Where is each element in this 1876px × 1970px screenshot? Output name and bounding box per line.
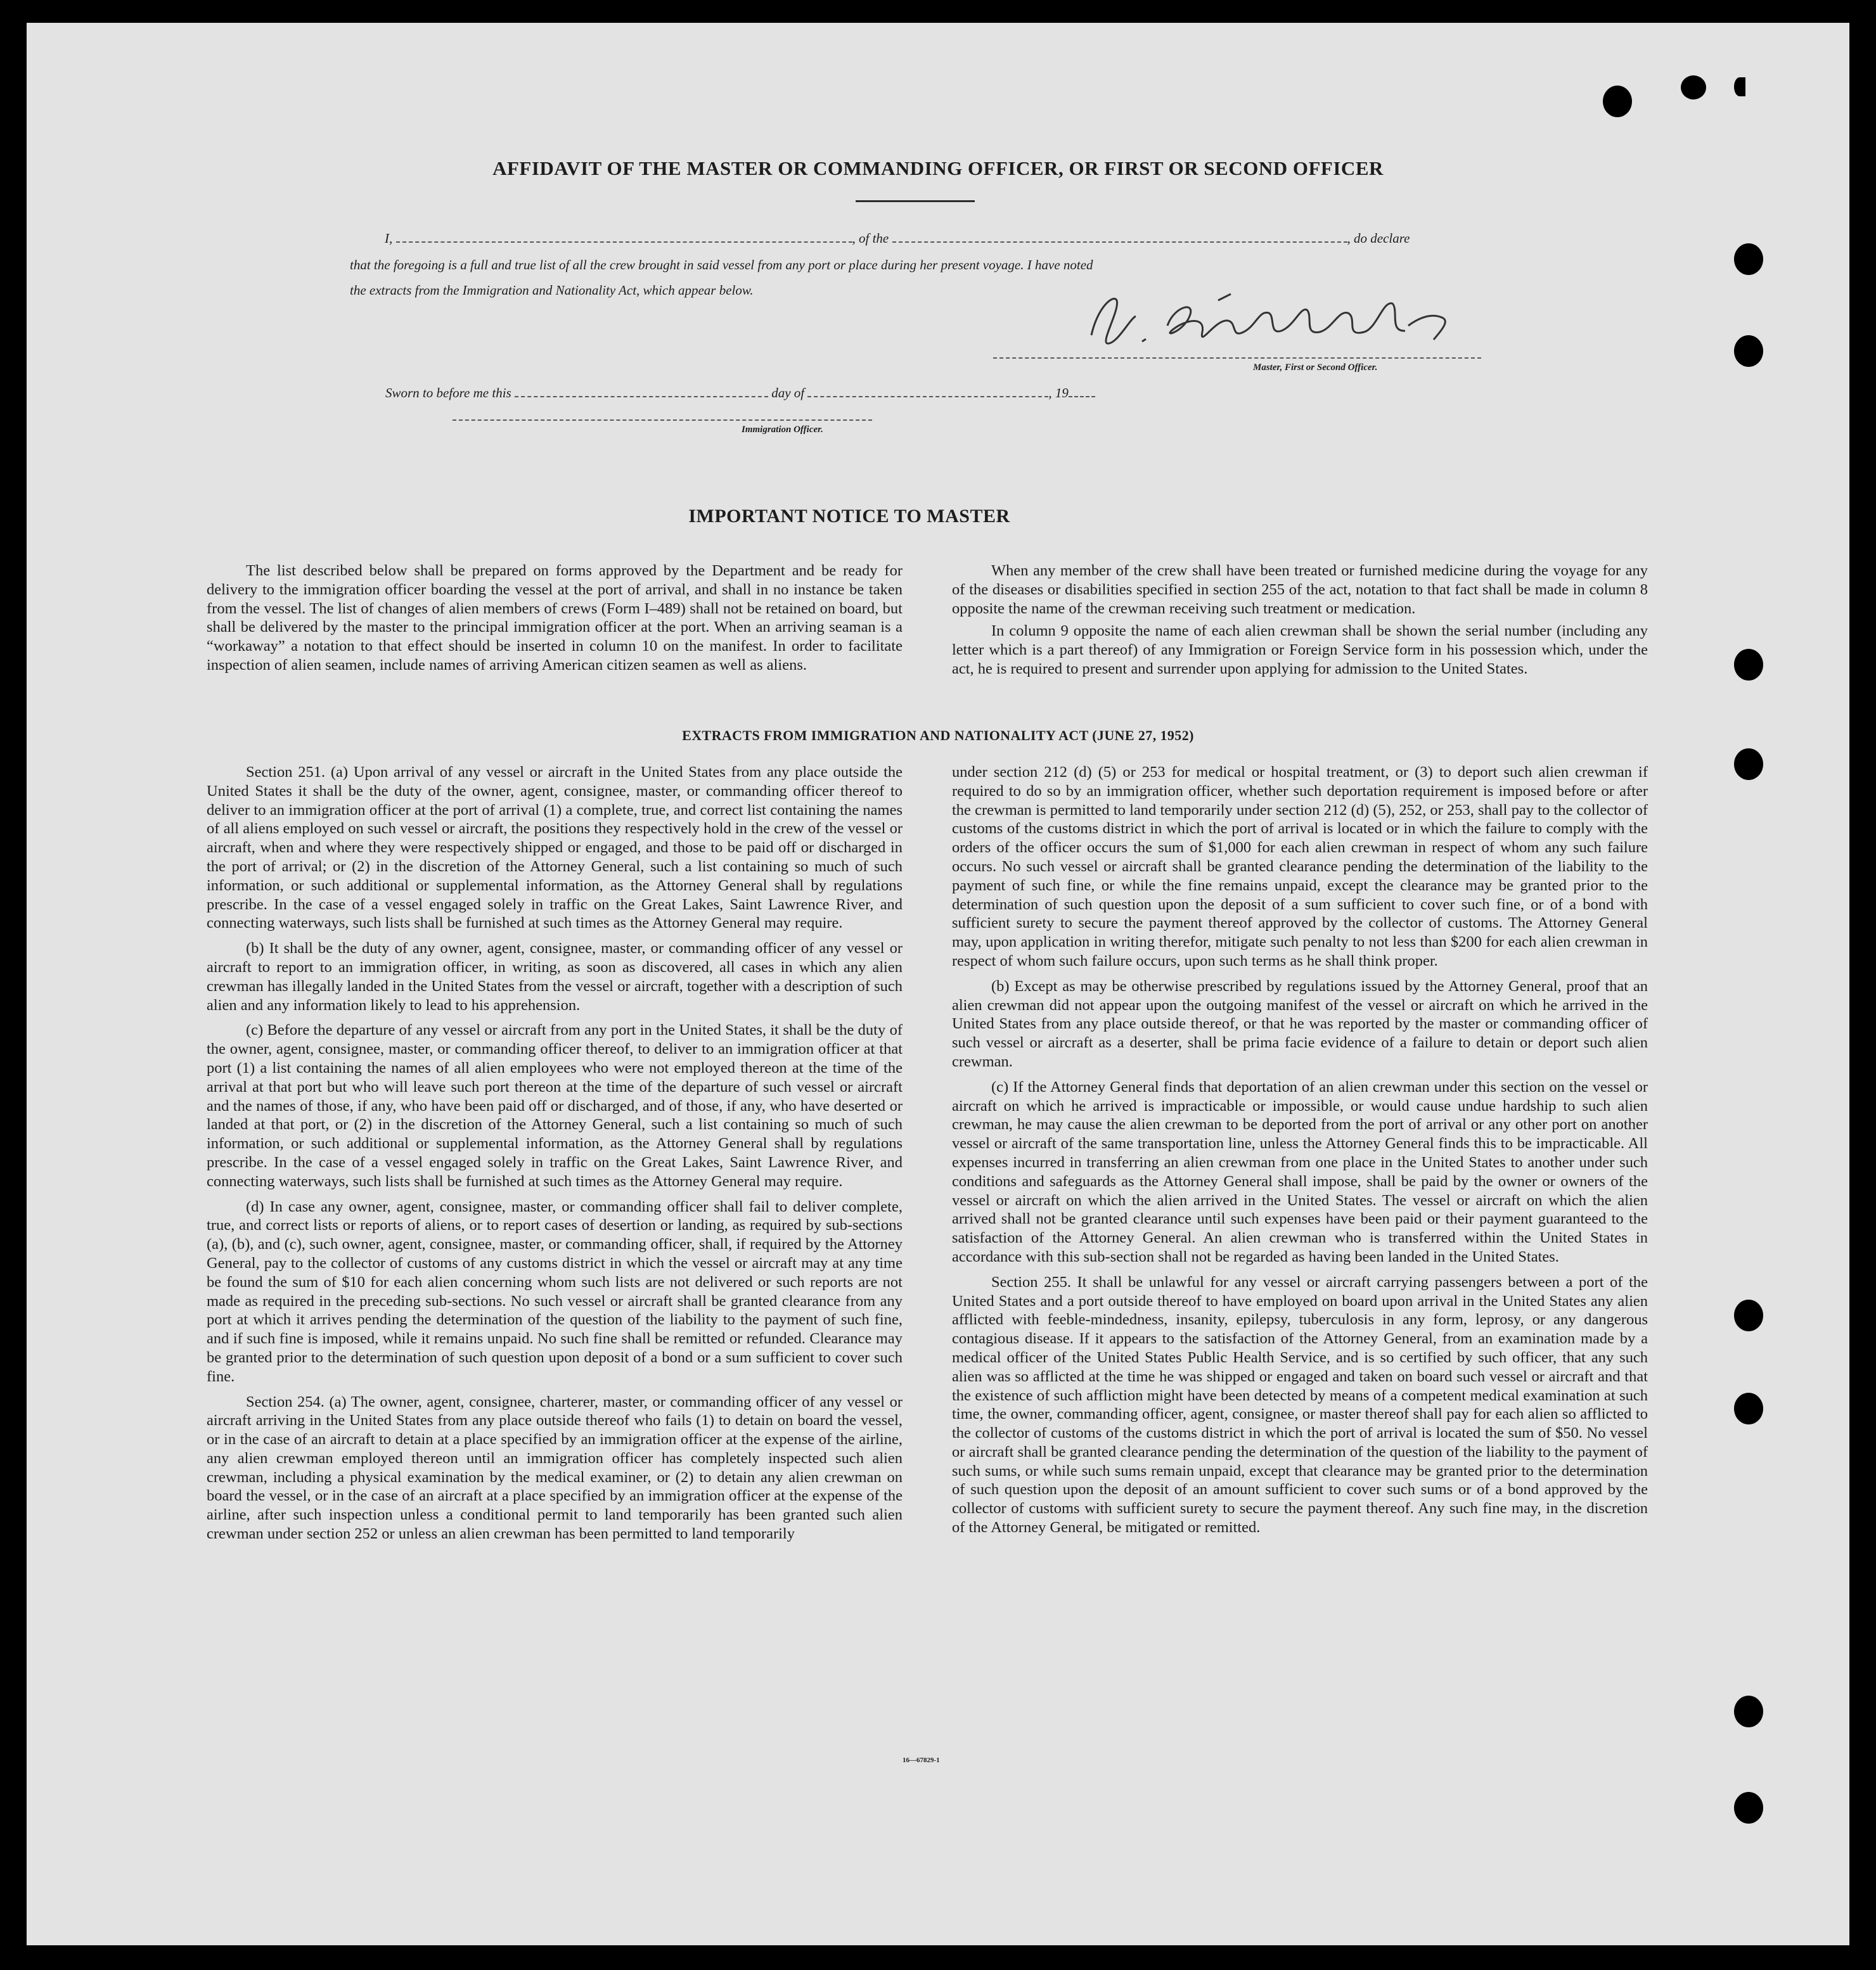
year-label: , 19 [1048, 385, 1069, 400]
section-251-d: (d) In case any owner, agent, consignee, master, or commanding officer shall fail to deliver complete, true, and correct lists or reports of aliens, or to report cases of desertion or landing, as required by sub-sections (a), (b), and (c), such owner, agent, consignee, master, or commanding officer, shall, if required by the Attorney General, pay to the collector of customs of any customs district in which the vessel or aircraft may at any time be found the sum of $10 for each alien concerning whom such lists are not delivered or such reports are not made as required in the preceding sub-sections. No such vessel or aircraft shall be granted clearance from any port at which it arrives pending the determination of the question of the liability to the payment of such fine, and if such fine is imposed, while it remains unpaid. No such fine shall be remitted or refunded. Clearance may be granted prior to the determination of such question upon deposit of a bond or a sum sufficient to cover such fine. [207, 1198, 903, 1385]
notice-title: IMPORTANT NOTICE TO MASTER [688, 506, 1010, 527]
section-251-a: Section 251. (a) Upon arrival of any vessel or aircraft in the United States from any place outside the United States it shall be the duty of the owner, agent, consignee, master, or commanding officer thereof to deliver to an immigration officer at the port of arrival (1) a complete, true, and correct list containing the names of all aliens employed on such vessel or aircraft, the positions they respectively hold in the crew of the vessel or aircraft, when and where they were respectively shipped or engaged, and those to be paid off or discharged in the port of arrival; or (2) in the discretion of the Attorney General, such a list containing so much of such information, or such additional or supplemental information, as the Attorney General shall by regulations prescribe. In the case of a vessel engaged solely in traffic on the Great Lakes, Saint Lawrence River, and connecting waterways, such lists shall be furnished at such times as the Attorney General may require. [207, 764, 903, 932]
vessel-field[interactable] [892, 239, 1347, 243]
extracts-title: EXTRACTS FROM IMMIGRATION AND NATIONALITY ACT (JUNE 27, 1952) [682, 727, 1194, 743]
sworn-month-field[interactable] [807, 393, 1048, 397]
section-254-b: (b) Except as may be otherwise prescribed by regulations issued by the Attorney General, proof that an alien crewman did not appear upon the outgoing manifest of the vessel or aircraft on which he arrived in the United States from any place outside thereof, or that he was reported by the master or commanding officer of such vessel or aircraft as a deserter, shall be prima facie evidence of a failure to detain or deport such alien crewman. [952, 977, 1648, 1070]
punch-hole [1734, 1393, 1763, 1424]
section-254-a-continued: under section 212 (d) (5) or 253 for medical or hospital treatment, or (3) to deport such alien crewman if required to do so by an immigration officer, whether such deportation requirement is imposed before or after the crewman is permitted to land temporarily under section 212 (d) (5), 252, or 253, shall pay to the collector of customs of the customs district in which the port of arrival is located or in which the failure to comply with the orders of the officer occurs the sum of $1,000 for each alien crewman in respect of whom any such failure occurs. No such vessel or aircraft shall be granted clearance pending the determination of the liability to the payment of such fine, or while the fine remains unpaid, except the clearance may be granted prior to the determination of such question upon the deposit of a sum sufficient to cover such fine, or of a bond with sufficient surety to secure the payment thereof approved by the collector of customs. The Attorney General may, upon application in writing therefor, mitigate such penalty to not less than $200 for each alien crewman in respect of whom such failure occurs, upon such terms as he shall think proper. [952, 764, 1648, 969]
i-label: I, [385, 231, 393, 246]
master-caption: Master, First or Second Officer. [1253, 362, 1378, 373]
punch-hole [1734, 1696, 1763, 1727]
do-declare-label: , do declare [1347, 231, 1410, 246]
extracts-right-column [952, 763, 1648, 1544]
master-signature [1079, 281, 1465, 364]
of-the-label: , of the [852, 231, 889, 246]
punch-hole [1734, 243, 1763, 275]
punch-hole [1734, 77, 1745, 96]
punch-hole [1734, 1792, 1763, 1824]
punch-hole [1681, 75, 1706, 99]
punch-hole [1734, 1300, 1763, 1331]
sworn-label: Sworn to before me this [385, 385, 511, 400]
section-255: Section 255. It shall be unlawful for any vessel or aircraft carrying passengers between a port of the United States and a port outside thereof to have employed on board upon arrival in the United States any alien afflicted with feeble-mindedness, insanity, epilepsy, tuberculosis in any form, leprosy, or any dangerous contagious disease. If it appears to the satisfaction of the Attorney General, from an examination made by a medical officer of the United States Public Health Service, and is so certified by such officer, that any such alien was so afflicted at the time he was shipped or engaged and taken on board such vessel or aircraft and that the existence of such affliction might have been detected by means of a competent medical examination at such time, the owner, commanding officer, agent, consignee, or master thereof shall pay for each alien so afflicted to the collector of customs of the customs district in which the port of arrival is located the sum of $50. No vessel or aircraft shall be granted clearance pending the determination of the question of the liability to the payment of such sums, or while such sums remain unpaid, except that clearance may be granted prior to the determination of such question upon the deposit of an amount sufficient to cover such sums or of a bond approved by the collector of customs with sufficient surety to secure the payment thereof. Any such fine may, in the discretion of the Attorney General, be mitigated or remitted. [952, 1273, 1648, 1537]
notice-right-paragraph-1: When any member of the crew shall have been treated or furnished medicine during the voyage for any of the diseases or disabilities specified in section 255 of the act, notation to that fact shall be made in column 8 opposite the name of the crewman receiving such treatment or medication. [952, 562, 1648, 617]
declaration-line-1 [385, 231, 1410, 246]
section-251-c: (c) Before the departure of any vessel or aircraft from any port in the United States, it shall be the duty of the owner, agent, consignee, master, or commanding officer thereof, to deliver to an immigration officer at that port (1) a list containing the names of all alien employees who were not employed thereon at the time of the arrival at that port but who will leave such port thereon at the time of the departure of such vessel or aircraft and the names of those, if any, who have been paid off or discharged, and of those, if any, who have deserted or landed at that port, or (2) in the discretion of the Attorney General, such a list containing so much of such information, or such additional or supplemental information, as the Attorney General shall by regulations prescribe. In the case of a vessel engaged solely in traffic on the Great Lakes, Saint Lawrence River, and connecting waterways, such lists shall be furnished at such times as the Attorney General may require. [207, 1021, 903, 1190]
section-254-a: Section 254. (a) The owner, agent, consignee, charterer, master, or commanding officer of any vessel or aircraft arriving in the United States from any place outside thereof who fails (1) to detain on board the vessel, or in the case of an aircraft to detain at a place specified by an immigration officer at the expense of the airline, any alien crewman employed thereon until an immigration officer has completely inspected such alien crewman, including a physical examination by the medical examiner, or (2) to detain any alien crewman on board the vessel, or in the case of an aircraft at a place specified by an immigration officer at the expense of the airline, after such inspection unless a conditional permit to land temporarily has been granted such alien crewman under section 252 or unless an alien crewman has been permitted to land temporarily [207, 1393, 903, 1543]
extracts-left-column [207, 763, 903, 1550]
form-code: 16—67829-1 [903, 1756, 940, 1764]
master-signature-line [993, 357, 1481, 359]
name-field[interactable] [396, 239, 852, 243]
section-251-b: (b) It shall be the duty of any owner, agent, consignee, master, or commanding officer of any vessel or aircraft to report to an immigration officer, in writing, as soon as discovered, all cases in which any alien crewman has illegally landed in the United States from the vessel or aircraft, together with a description of such alien and any information likely to lead to his apprehension. [207, 940, 903, 1014]
punch-hole [1603, 86, 1632, 117]
sworn-line [385, 385, 1095, 401]
punch-hole [1734, 649, 1763, 681]
affidavit-page [27, 23, 1849, 1945]
notice-right-column [952, 561, 1648, 685]
title-underline [856, 200, 975, 202]
sworn-day-field[interactable] [515, 393, 768, 397]
section-254-c: (c) If the Attorney General finds that deportation of an alien crewman under this section on the vessel or aircraft on which he arrived is impracticable or impossible, or would cause undue hardship to such alien crewman, he may cause the alien crewman to be deported from the port of arrival or any other port on another vessel or aircraft of the same transportation line, unless the Attorney General finds this to be impracticable. All expenses incurred in transferring an alien crewman from one place in the United States to another under such conditions and safeguards as the Attorney General shall impose, shall be paid by the owner or owners of the vessel or aircraft on which the alien arrived in the United States. The vessel or aircraft on which the alien arrived shall not be granted clearance until such expenses have been paid or their payment guaranteed to the satisfaction of the Attorney General. An alien crewman who is transferred within the United States in accordance with this sub-section shall not be regarded as having been landed in the United States. [952, 1078, 1648, 1265]
officer-caption: Immigration Officer. [742, 425, 823, 435]
day-of-label: day of [771, 385, 805, 400]
sworn-year-field[interactable] [1069, 393, 1095, 397]
declaration-line-3: the extracts from the Immigration and Nationality Act, which appear below. [350, 283, 754, 298]
punch-hole [1734, 748, 1763, 780]
declaration-line-2: that the foregoing is a full and true list of all the crew brought in said vessel from any port or place during her present voyage. I have noted [350, 257, 1093, 272]
affidavit-title: AFFIDAVIT OF THE MASTER OR COMMANDING OFFICER, OR FIRST OR SECOND OFFICER [492, 157, 1384, 179]
notice-right-paragraph-2: In column 9 opposite the name of each alien crewman shall be shown the serial number (including any letter which is a part thereof) of any Immigration or Foreign Service form in his possession which, under the act, he is required to present and surrender upon applying for admission to the United States. [952, 622, 1648, 677]
officer-signature-line [453, 419, 872, 421]
notice-left-column [207, 561, 903, 681]
notice-left-paragraph: The list described below shall be prepared on forms approved by the Department and be ready for delivery to the immigration officer boarding the vessel at the port of arrival, and shall in no instance be taken from the vessel. The list of changes of alien members of crews (Form I–489) shall not be retained on board, but shall be delivered by the master to the principal immigration officer at the port. When an arriving seaman is a “workaway” a notation to that effect should be inserted in column 10 on the manifest. In order to facilitate inspection of alien seamen, include names of arriving American citizen seamen as well as aliens. [207, 562, 903, 674]
punch-hole [1734, 335, 1763, 367]
